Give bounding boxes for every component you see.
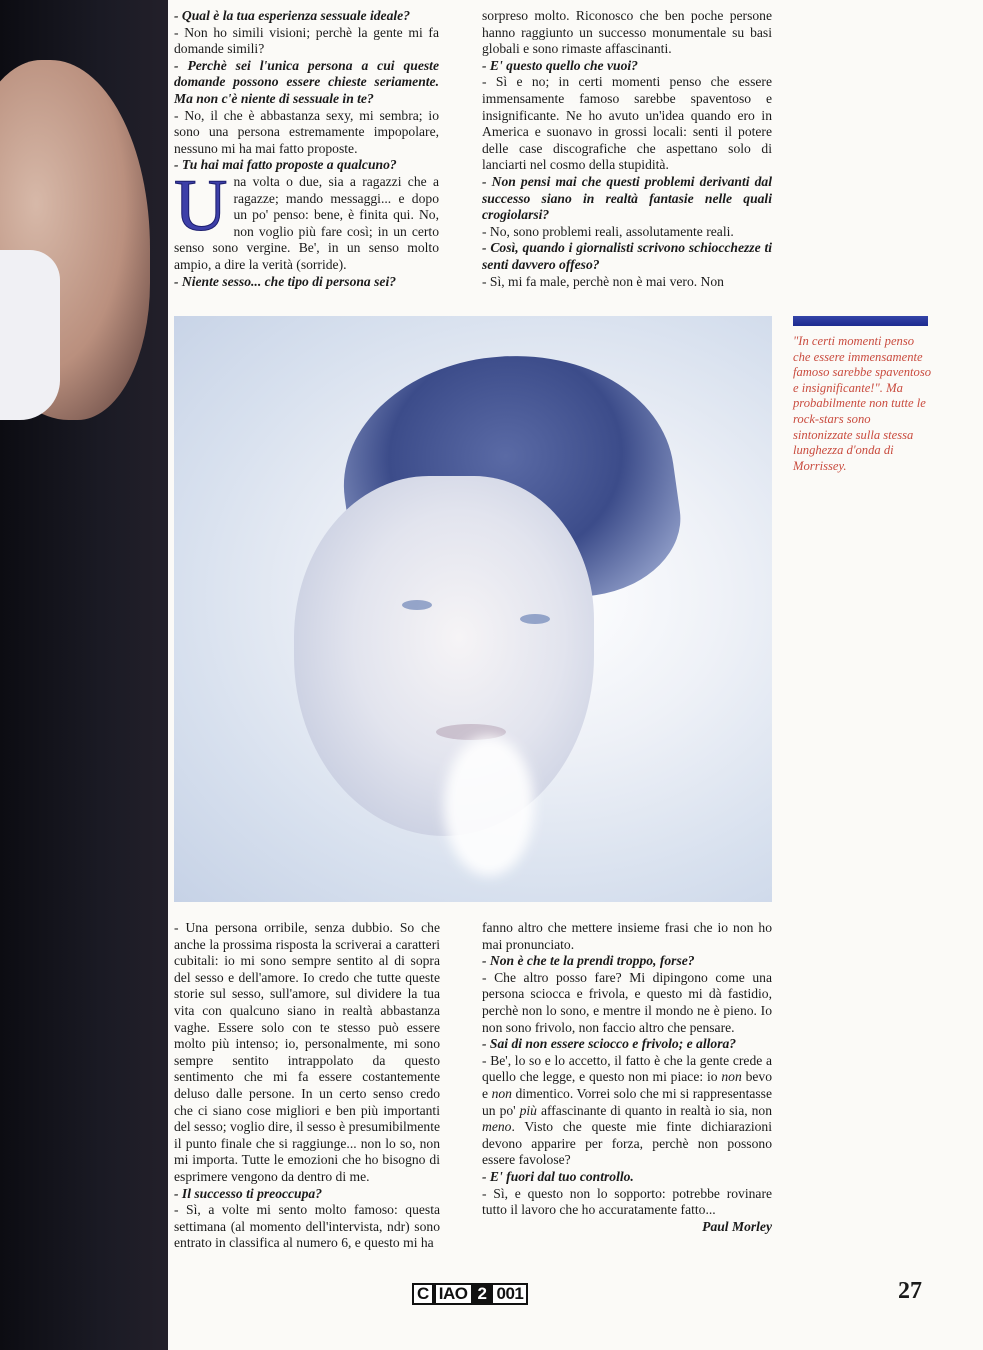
answer: - Una persona orribile, senza dubbio. So che anche la prossima risposta la scriverai a caratteri cubitali: io mi sono sempre sentito al di sopra del sesso e dell'amore. Io credo che tutte queste storie sul sesso, sull'amore, sul dividere la tua vita con qualcuno siano in realtà abbastanza vaghe. Essere solo con te stesso può essere molto più intenso; io, personalmente, mi sono sempre sentito intrappolato da questo sentimento che mi fa essere costantemente deluso dalle persone. In un certo senso credo che ci siano cose migliori e ben più importanti del sesso; voglio dire, il sesso è presumibilmente il punto finale che si raggiunge... non lo so, non mi importa. Tutte le emozioni che ho bisogno di esprimere vengono da dentro di me. <box>174 920 440 1184</box>
logo-part: 001 <box>491 1283 528 1305</box>
photo-eye-left <box>402 600 432 610</box>
photo-eye-right <box>520 614 550 624</box>
answer <box>482 1053 772 1169</box>
magazine-logo <box>412 1282 528 1306</box>
question: - Così, quando i giornalisti scrivono schiocchezze ti senti davvero offeso? <box>482 240 772 272</box>
emphasis: non <box>491 1085 512 1101</box>
answer-text: bevo e <box>482 1069 772 1101</box>
page-number: 27 <box>898 1278 922 1304</box>
answer: - No, sono problemi reali, assolutamente reali. <box>482 223 734 239</box>
author-signature: Paul Morley <box>702 1218 772 1234</box>
question: - Perchè sei l'unica persona a cui queste domande possono essere chieste seriamente. Ma non c'è niente di sessuale in te? <box>174 57 439 106</box>
answer: - Sì, mi fa male, perchè non è mai vero. Non <box>482 273 724 289</box>
question: - Qual è la tua esperienza sessuale ideale? <box>174 8 410 23</box>
answer-with-dropcap <box>174 174 439 274</box>
question: - E' questo quello che vuoi? <box>482 57 638 73</box>
emphasis: non <box>721 1069 742 1085</box>
answer-text: dimentico. Vorrei solo che mi si rappresentasse un po' <box>482 1085 773 1118</box>
answer-text: - Be', lo so e lo accetto, il fatto è che la gente crede a quello che legge, e questo non mi piace: io <box>482 1052 772 1085</box>
question: - Non è che te la prendi troppo, forse? <box>482 953 695 969</box>
answer: sorpreso molto. Riconosco che ben poche persone hanno raggiunto un successo monumentale su basi globali e sono rimaste affascinanti. <box>482 8 772 57</box>
photo-haze <box>444 736 534 876</box>
pull-quote-bar <box>793 316 928 326</box>
answer: - Sì e no; in certi momenti penso che essere immensamente famoso sarebbe spaventoso e insignificante. Ne ho avuto un'idea quando ero in America e suonavo in grossi locali: senti il potere delle case discografiche che aspettano solo di lanciarti nel cosmo della stupidità. <box>482 74 772 173</box>
logo-part: IAO <box>434 1283 473 1305</box>
answer: - Non ho simili visioni; perchè la gente mi fa domande simili? <box>174 24 439 57</box>
question: - E' fuori dal tuo controllo. <box>482 1168 634 1184</box>
drop-cap: U <box>174 173 228 247</box>
column-bottom-left <box>174 920 440 1252</box>
photo-face <box>294 476 594 836</box>
answer: fanno altro che mettere insieme frasi che io non ho mai pronunciato. <box>482 920 772 952</box>
answer: - No, il che è abbastanza sexy, mi sembra; io sono una persona estremamente impopolare, nessuno mi ha mai fatto proposte. <box>174 107 439 156</box>
answer-text: affascinante di quanto in realtà io sia, non <box>536 1102 772 1118</box>
answer: - Sì, e questo non lo sopporto: potrebbe rovinare tutto il lavoro che ho accuratamente fatto... <box>482 1185 772 1218</box>
question: - Il successo ti preoccupa? <box>174 1185 323 1201</box>
question: - Sai di non essere sciocco e frivolo; e allora? <box>482 1036 737 1052</box>
answer: - Sì, a volte mi sento molto famoso: questa settimana (al momento dell'intervista, ndr) sono entrato in classifica al numero 6, e questo mi ha <box>174 1202 440 1251</box>
column-bottom-right <box>482 920 772 1235</box>
emphasis: più <box>519 1102 537 1118</box>
answer-text: . Visto che queste mie finte dichiarazioni devono apparire per forza, perchè non possono essere favolose? <box>482 1119 772 1168</box>
logo-part: 2 <box>473 1283 492 1305</box>
column-top-left <box>174 8 439 290</box>
question: - Tu hai mai fatto proposte a qualcuno? <box>174 157 397 173</box>
logo-part: C <box>412 1283 434 1305</box>
emphasis: meno <box>482 1119 512 1135</box>
answer: - Che altro posso fare? Mi dipingono come una persona sciocca e frivola, e questo mi dà fastidio, perchè non lo sono, e mentre il mondo ne è pieno. Io non sono frivolo, non faccio altro che pensare. <box>482 969 772 1035</box>
question: - Niente sesso... che tipo di persona sei? <box>174 273 397 289</box>
column-top-right <box>482 8 772 290</box>
photo-shirt <box>0 250 60 420</box>
portrait-photo <box>174 316 772 902</box>
answer-text: na volta o due, sia a ragazzi che a ragazze; mando messaggi... e dopo un po' penso: bene, è finita qui. No, non voglio più fare così; in un certo senso sono vergine. Be', in un senso molto ampio, a dire la verità (sorride). <box>174 173 439 272</box>
pull-quote: "In certi momenti penso che essere immensamente famoso sarebbe spaventoso e insignificante!". Ma probabilmente non tutte le rock-stars sono sintonizzate sulla stessa lunghezza d'onda di Morrissey. <box>793 334 932 473</box>
question: - Non pensi mai che questi problemi derivanti dal successo siano in realtà fantasie nelle quali crogiolarsi? <box>482 173 772 223</box>
left-edge-photo <box>0 0 168 1350</box>
